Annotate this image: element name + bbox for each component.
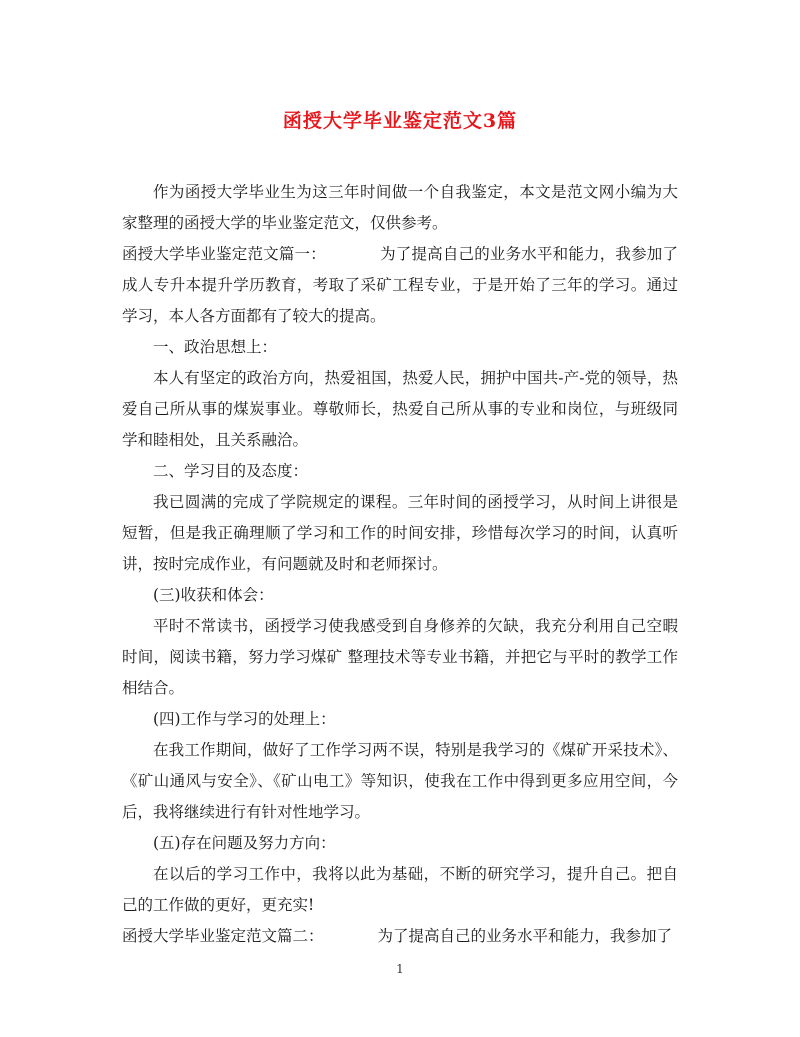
- document-title: 函授大学毕业鉴定范文3篇: [282, 110, 518, 132]
- page-number: 1: [396, 962, 404, 976]
- section3-heading: (三)收获和体会：: [153, 586, 274, 604]
- sample1-paragraph: [122, 239, 678, 332]
- section2-paragraph: 我已圆满的完成了学院规定的课程。三年时间的函授学习，从时间上讲很是短暂，但是我正确理顺了学习和工作的时间安排，珍惜每次学习的时间，认真听讲，按时完成作业，有问题就及时和老师探讨。: [122, 493, 678, 573]
- section2-heading: 二、学习目的及态度：: [153, 462, 309, 480]
- sample2-label: 函授大学毕业鉴定范文篇二：: [122, 927, 324, 945]
- sample1-text: 为了提高自己的业务水平和能力，我参加了成人专升本提升学历教育，考取了采矿工程专业，于是开始了三年的学习。通过学习，本人各方面都有了较大的提高。: [122, 245, 678, 325]
- section3-paragraph: 平时不常读书，函授学习使我感受到自身修养的欠缺，我充分利用自己空暇时间，阅读书籍，努力学习煤矿 整理技术等专业书籍，并把它与平时的教学工作相结合。: [122, 617, 678, 697]
- section1-heading: 一、政治思想上：: [153, 338, 278, 356]
- section5-heading: (五)存在问题及努力方向：: [153, 834, 336, 852]
- sample1-label: 函授大学毕业鉴定范文篇一：: [122, 245, 326, 263]
- section4-heading: (四)工作与学习的处理上：: [153, 710, 336, 728]
- sample2-paragraph: [122, 921, 678, 952]
- sample2-text: 为了提高自己的业务水平和能力，我参加了: [377, 927, 673, 945]
- section5-paragraph: 在以后的学习工作中，我将以此为基础，不断的研究学习，提升自己。把自己的工作做的更好，更充实!: [122, 865, 678, 914]
- section4-paragraph: 在我工作期间，做好了工作学习两不误，特别是我学习的《煤矿开采技术》、《矿山通风与安全》、《矿山电工》等知识，使我在工作中得到更多应用空间，今后，我将继续进行有针对性地学习。: [122, 741, 678, 821]
- intro-paragraph: 作为函授大学毕业生为这三年时间做一个自我鉴定，本文是范文网小编为大家整理的函授大学的毕业鉴定范文，仅供参考。: [122, 183, 678, 232]
- document-body: [122, 177, 678, 952]
- section1-paragraph: 本人有坚定的政治方向，热爱祖国，热爱人民，拥护中国共-产-党的领导，热爱自己所从事的煤炭事业。尊敬师长，热爱自己所从事的专业和岗位，与班级同学和睦相处，且关系融洽。: [122, 369, 678, 449]
